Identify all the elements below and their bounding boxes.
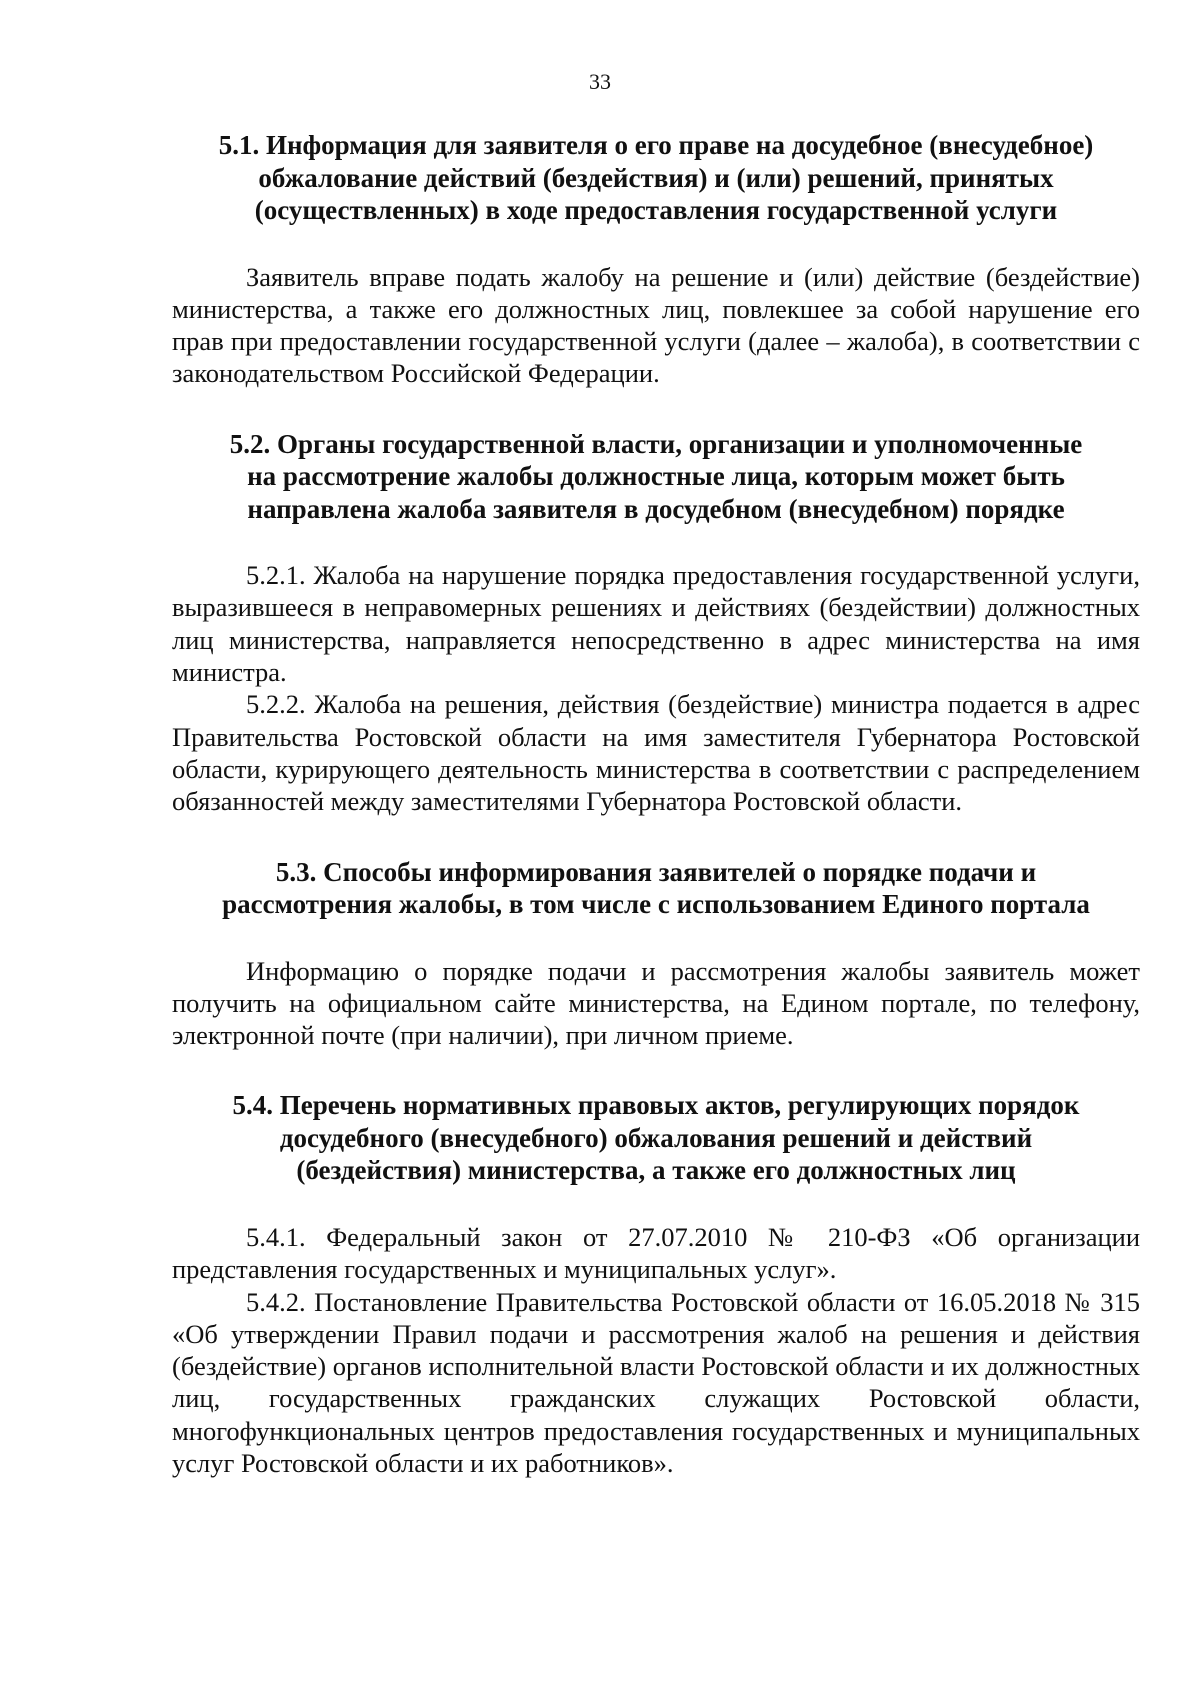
section-body-5-2 [172,559,1140,817]
heading-line: 5.3. Способы информирования заявителей о порядке подачи и [275,856,1037,887]
section-heading-5-3 [172,856,1140,921]
section-body-5-3 [172,955,1140,1052]
paragraph: Информацию о порядке подачи и рассмотрения жалобы заявитель может получить на официальном сайте министерства, на Едином портале, по телефону, электронной почте (при наличии), при личном приеме. [172,955,1140,1051]
paragraph: 5.2.2. Жалоба на решения, действия (бездействие) министра подается в адрес Правительства Ростовской области на имя заместителя Губернатора Ростовской области, курирующего деятельность министерства в соответствии с распределением обязанностей между заместителями Губернатора Ростовской области. [172,689,1140,817]
paragraph: 5.4.2. Постановление Правительства Ростовской области от 16.05.2018 № 315 «Об утверждении Правил подачи и рассмотрения жалоб на решения и действия (бездействие) органов исполнительной власти Ростовской области и их должностных лиц, государственных гражданских служащих Ростовской области, многофункциональных центров предоставления государственных и муниципальных услуг Ростовской области и их работников». [172,1286,1140,1479]
heading-line: (бездействия) министерства, а также его должностных лиц [296,1155,1016,1186]
heading-line: 5.2. Органы государственной власти, организации и уполномоченные [229,428,1083,459]
section-heading-5-1 [172,129,1140,227]
paragraph: 5.4.1. Федеральный закон от 27.07.2010 № 210-ФЗ «Об организации представления государственных и муниципальных услуг». [172,1221,1140,1285]
heading-line: (осуществленных) в ходе предоставления государственной услуги [254,195,1058,225]
document-body [172,120,1140,1517]
page-number: 33 [589,69,611,94]
heading-line: обжалование действий (бездействия) и (или) решений, принятых [258,162,1054,193]
heading-line: направлена жалоба заявителя в досудебном (внесудебном) порядке [247,493,1065,524]
heading-line: 5.4. Перечень нормативных правовых актов, регулирующих порядок [232,1090,1080,1121]
heading-line: 5.1. Информация для заявителя о его праве на досудебное (внесудебное) [218,130,1094,160]
paragraph: Заявитель вправе подать жалобу на решение и (или) действие (бездействие) министерства, а также его должностных лиц, повлекшее за собой нарушение его прав при предоставлении государственной услуги (далее – жалоба), в соответствии с законодательством Российской Федерации. [172,261,1140,389]
section-heading-5-2 [172,428,1140,526]
section-body-5-4 [172,1221,1140,1479]
heading-line: рассмотрения жалобы, в том числе с использованием Единого портала [222,889,1090,920]
paragraph: 5.2.1. Жалоба на нарушение порядка предоставления государственной услуги, выразившееся в неправомерных решениях и действиях (бездействии) должностных лиц министерства, направляется непосредственно в адрес министерства на имя министра. [172,560,1140,688]
heading-line: досудебного (внесудебного) обжалования решений и действий [279,1122,1033,1153]
section-body-5-1 [172,261,1140,390]
heading-line: на рассмотрение жалобы должностные лица, которым может быть [247,461,1065,492]
section-heading-5-4 [172,1089,1140,1187]
